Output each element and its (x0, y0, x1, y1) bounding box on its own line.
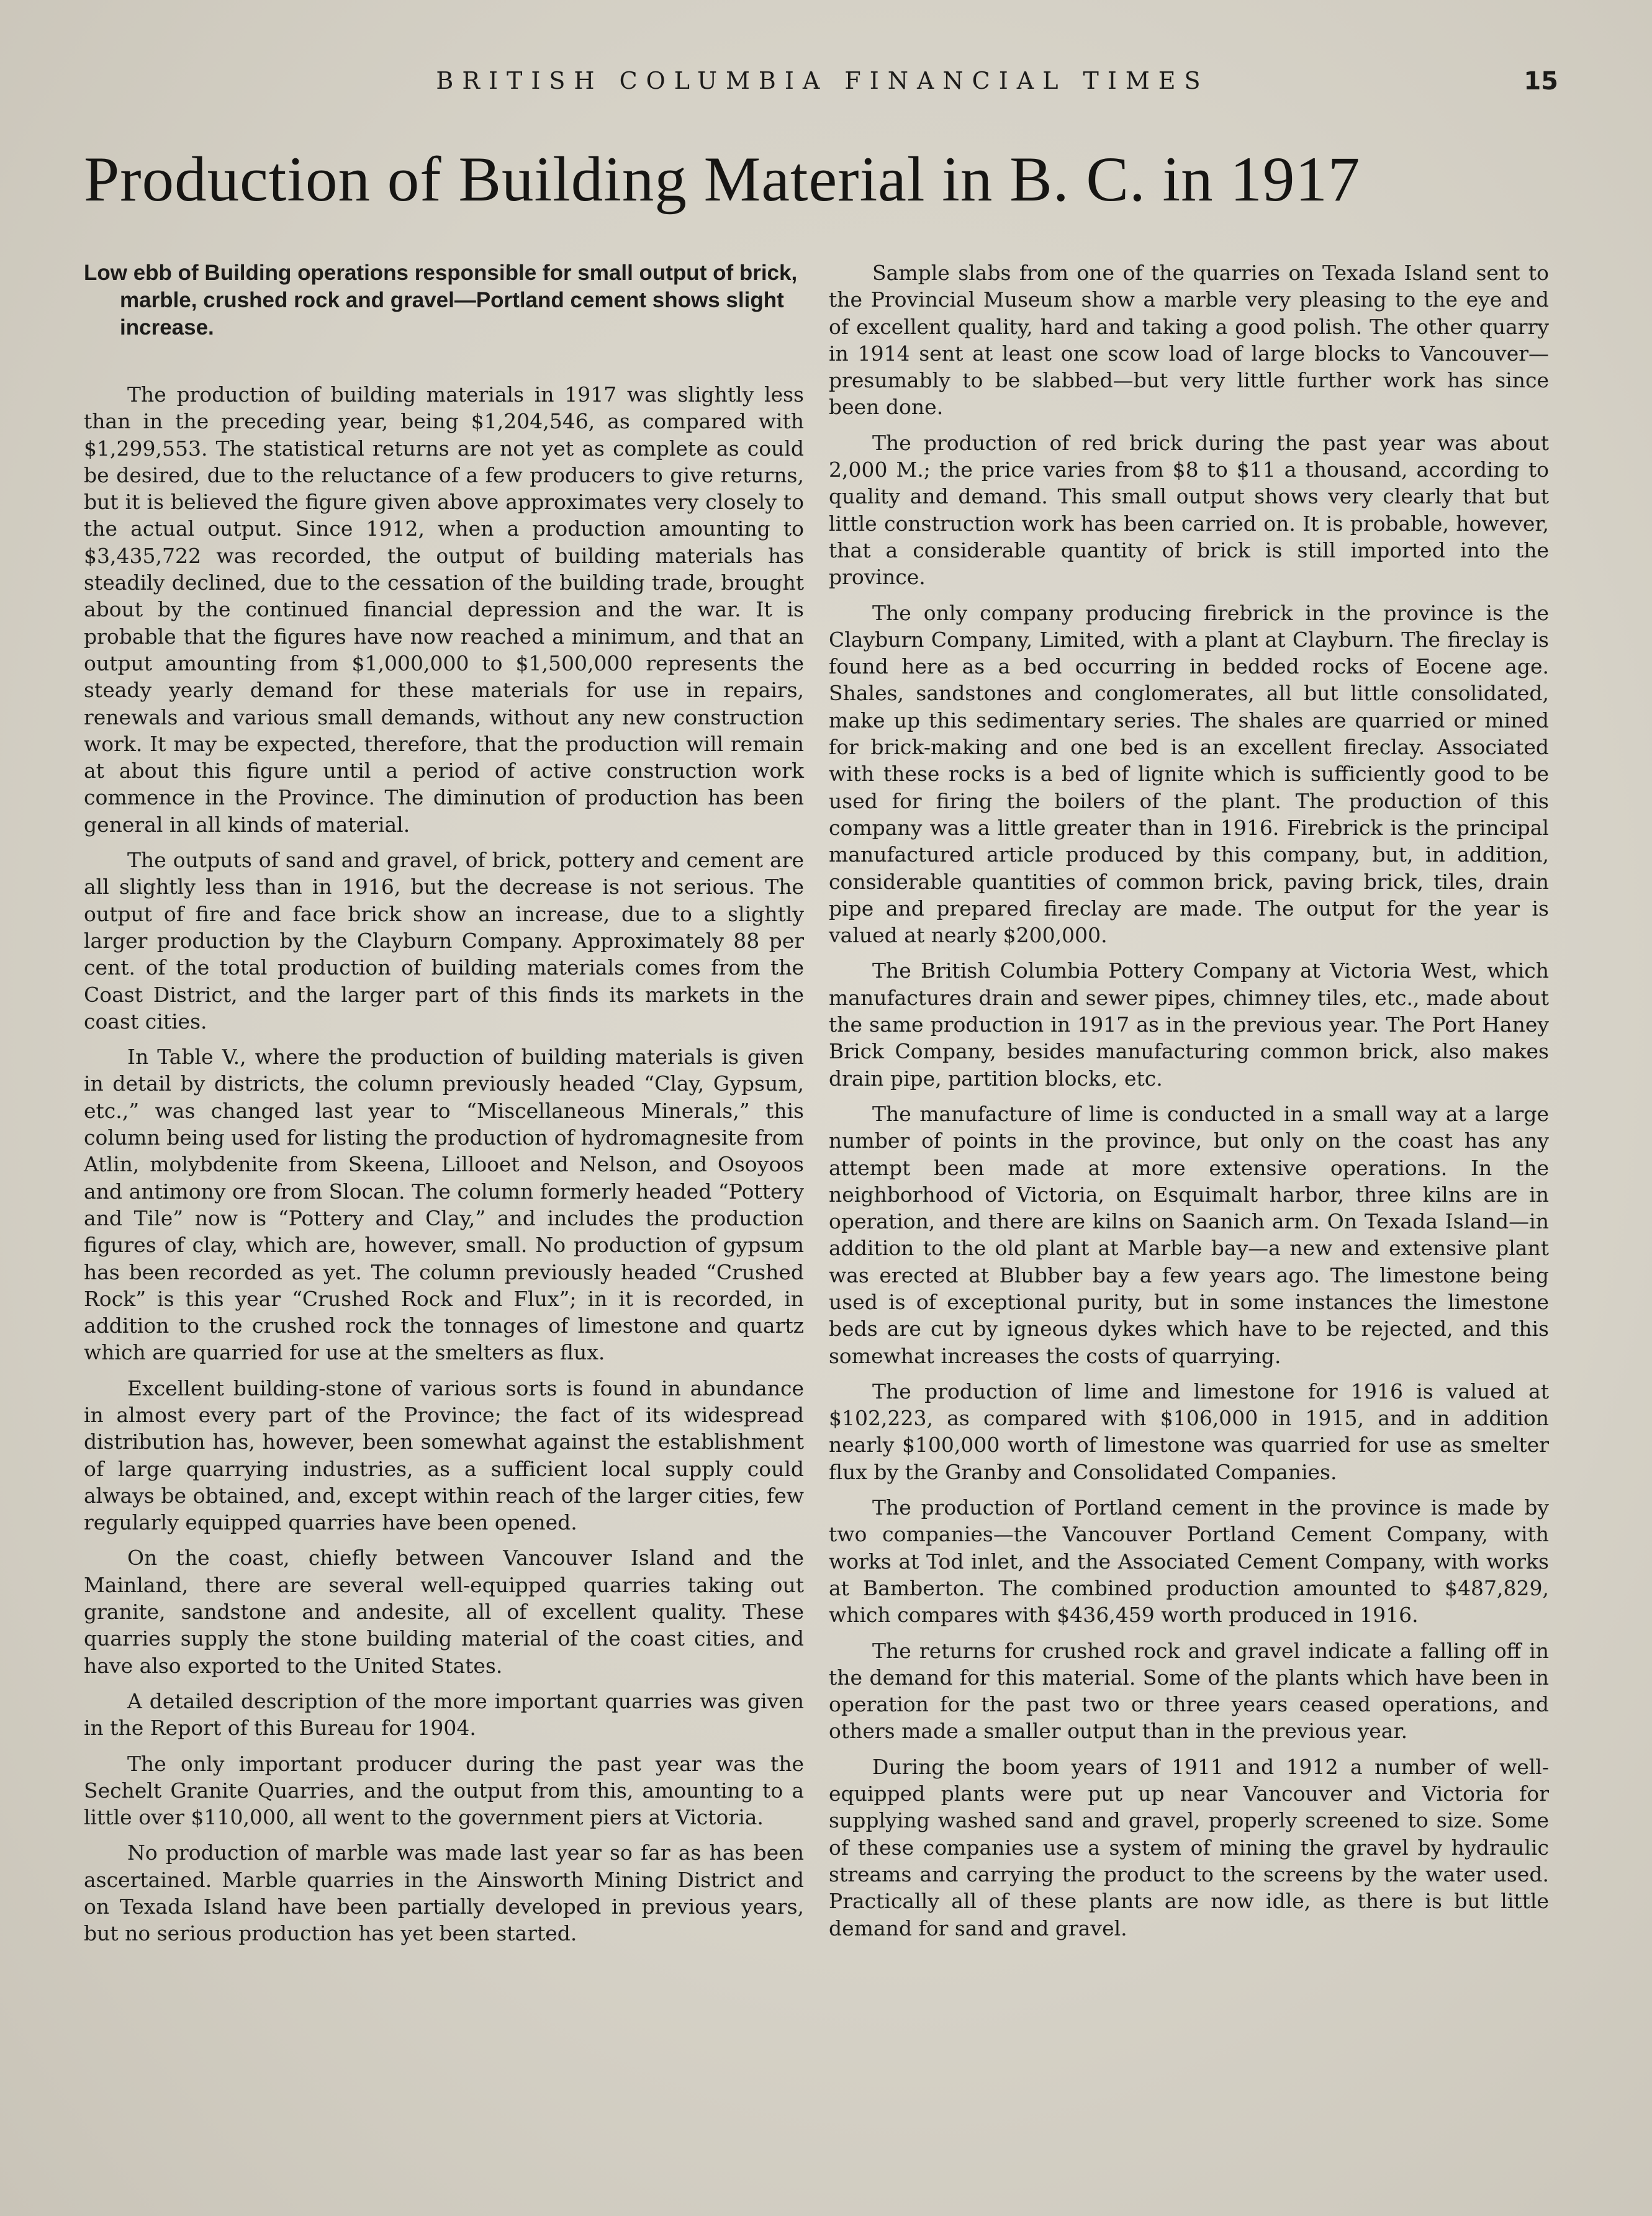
paragraph: During the boom years of 1911 and 1912 a number of well-equipped plants were put up near Vancouver and Victoria for supplying washed sand and gravel, properly screened to size. Some of these companies use a system of mining the gravel by hydraulic streams and carrying the product to the screens by the water used. Practically all of these plants are now idle, as there is but little demand for sand and gravel. (829, 1754, 1549, 1940)
paragraph: The British Columbia Pottery Company at Victoria West, which manufactures drain and sewer pipes, chimney tiles, etc., made about the same production in 1917 as in the previous year. The Port Haney Brick Company, besides manufacturing common brick, also makes drain pipe, partition blocks, etc. (829, 958, 1549, 1091)
paragraph: The outputs of sand and gravel, of brick, pottery and cement are all slightly less than in 1916, but the decrease is not serious. The output of fire and face brick show an increase, due to a slightly larger production by the Clayburn Company. Approximately 88 per cent. of the total production of building materials comes from the Coast District, and the larger part of this finds its markets in the coast cities. (84, 848, 804, 1034)
paragraph: The manufacture of lime is conducted in a small way at a large number of points in the province, but only on the coast has any attempt been made at more extensive operations. In the neighborhood of Victoria, on Esquimalt harbor, three kilns are in operation, and there are kilns on Saanich arm. On Texada Island—in addition to the old plant at Marble bay—a new and extensive plant was erected at Blubber bay a few years ago. The limestone being used is of exceptional purity, but in some instances the limestone beds are cut by igneous dykes which have to be rejected, and this somewhat increases the costs of quarrying. (829, 1101, 1549, 1368)
paragraph: The production of lime and limestone for 1916 is valued at $102,223, as compared with $106,000 in 1915, and in addition nearly $100,000 worth of limestone was quarried for use as smelter flux by the Granby and Consolidated Companies. (829, 1379, 1549, 1484)
paragraph: The production of building materials in 1917 was slightly less than in the preceding year, being $1,204,546, as compared with $1,299,553. The statistical returns are not yet as complete as could be desired, due to the reluctance of a few producers to give returns, but it is believed the figure given above approximates very closely to the actual output. Since 1912, when a production amounting to $3,435,722 was recorded, the output of building materials has steadily declined, due to the cessation of the building trade, brought about by the continued financial depression and the war. It is probable that the figures have now reached a minimum, and that an output amounting from $1,000,000 to $1,500,000 represents the steady yearly demand for these materials for use in repairs, renewals and various small demands, without any new construction work. It may be expected, therefore, that the production will remain at about this figure until a period of active construction work commence in the Province. The diminution of production has been general in all kinds of material. (84, 382, 804, 837)
paragraph: Excellent building-stone of various sorts is found in abundance in almost every part of the Province; the fact of its widespread distribution has, however, been somewhat against the establishment of large quarrying industries, as a sufficient local supply could always be obtained, and, except within reach of the larger cities, few regularly equipped quarries have been opened. (84, 1376, 804, 1535)
page-number: 15 (1523, 67, 1558, 96)
paragraph: The only company producing firebrick in the province is the Clayburn Company, Limited, with a plant at Clayburn. The fireclay is found here as a bed occurring in bedded rocks of Eocene age. Shales, sandstones and conglomerates, all but little consolidated, make up this sedimentary series. The shales are quarried or mined for brick-making and one bed is an excellent fireclay. Associated with these rocks is a bed of lignite which is sufficiently good to be used for firing the boilers of the plant. The production of this company was a little greater than in 1916. Firebrick is the principal manufactured article produced by this company, but, in addition, considerable quantities of common brick, paving brick, tiles, drain pipe and prepared fireclay are made. The output for the year is valued at nearly $200,000. (829, 600, 1549, 948)
paragraph: A detailed description of the more important quarries was given in the Report of this Bureau for 1904. (84, 1688, 804, 1741)
masthead: BRITISH COLUMBIA FINANCIAL TIMES (436, 67, 1209, 94)
article-title: Production of Building Material in B. C. in 1917 (84, 144, 1361, 215)
article-subhead: Low ebb of Building operations responsible for small output of brick, marble, crushed rock and gravel—Portland cement shows slight increase. (84, 261, 798, 340)
paragraph: Sample slabs from one of the quarries on Texada Island sent to the Provincial Museum show a marble very pleasing to the eye and of excellent quality, hard and taking a good polish. The other quarry in 1914 sent at least one scow load of large blocks to Vancouver—presumably to be slabbed—but very little further work has since been done. (829, 261, 1549, 420)
paragraph: The production of red brick during the past year was about 2,000 M.; the price varies from $8 to $11 a thousand, according to quality and demand. This small output shows very clearly that but little construction work has been carried on. It is probable, however, that a considerable quantity of brick is still imported into the province. (829, 430, 1549, 590)
paragraph: No production of marble was made last year so far as has been ascertained. Marble quarries in the Ainsworth Mining District and on Texada Island have been partially developed in previous years, but no serious production has yet been started. (84, 1840, 804, 1946)
left-column (84, 259, 804, 1956)
paragraph: On the coast, chiefly between Vancouver Island and the Mainland, there are several well-equipped quarries taking out granite, sandstone and andesite, all of excellent quality. These quarries supply the stone building material of the coast cities, and have also exported to the United States. (84, 1546, 804, 1678)
right-column (829, 259, 1549, 1950)
paragraph: The only important producer during the past year was the Sechelt Granite Quarries, and the output from this, amounting to a little over $110,000, all went to the government piers at Victoria. (84, 1751, 804, 1830)
paragraph: In Table V., where the production of building materials is given in detail by districts, the column previously headed “Clay, Gypsum, etc.,” was changed last year to “Miscellaneous Minerals,” this column being used for listing the production of hydromagnesite from Atlin, molybdenite from Skeena, Lillooet and Nelson, and Osoyoos and antimony ore from Slocan. The column formerly headed “Pottery and Tile” now is “Pottery and Clay,” and includes the production figures of clay, which are, however, small. No production of gypsum has been recorded as yet. The column previously headed “Crushed Rock” is this year “Crushed Rock and Flux”; in it is recorded, in addition to the crushed rock the tonnages of limestone and quartz which are quarried for use at the smelters as flux. (84, 1045, 804, 1365)
page-header (87, 67, 1558, 104)
paragraph: The returns for crushed rock and gravel indicate a falling off in the demand for this material. Some of the plants which have been in operation for the past two or three years ceased operations, and others made a smaller output than in the previous year. (829, 1638, 1549, 1744)
paragraph: The production of Portland cement in the province is made by two companies—the Vancouver Portland Cement Company, with works at Tod inlet, and the Associated Cement Company, with works at Bamberton. The combined production amounted to $487,829, which compares with $436,459 worth produced in 1916. (829, 1495, 1549, 1628)
